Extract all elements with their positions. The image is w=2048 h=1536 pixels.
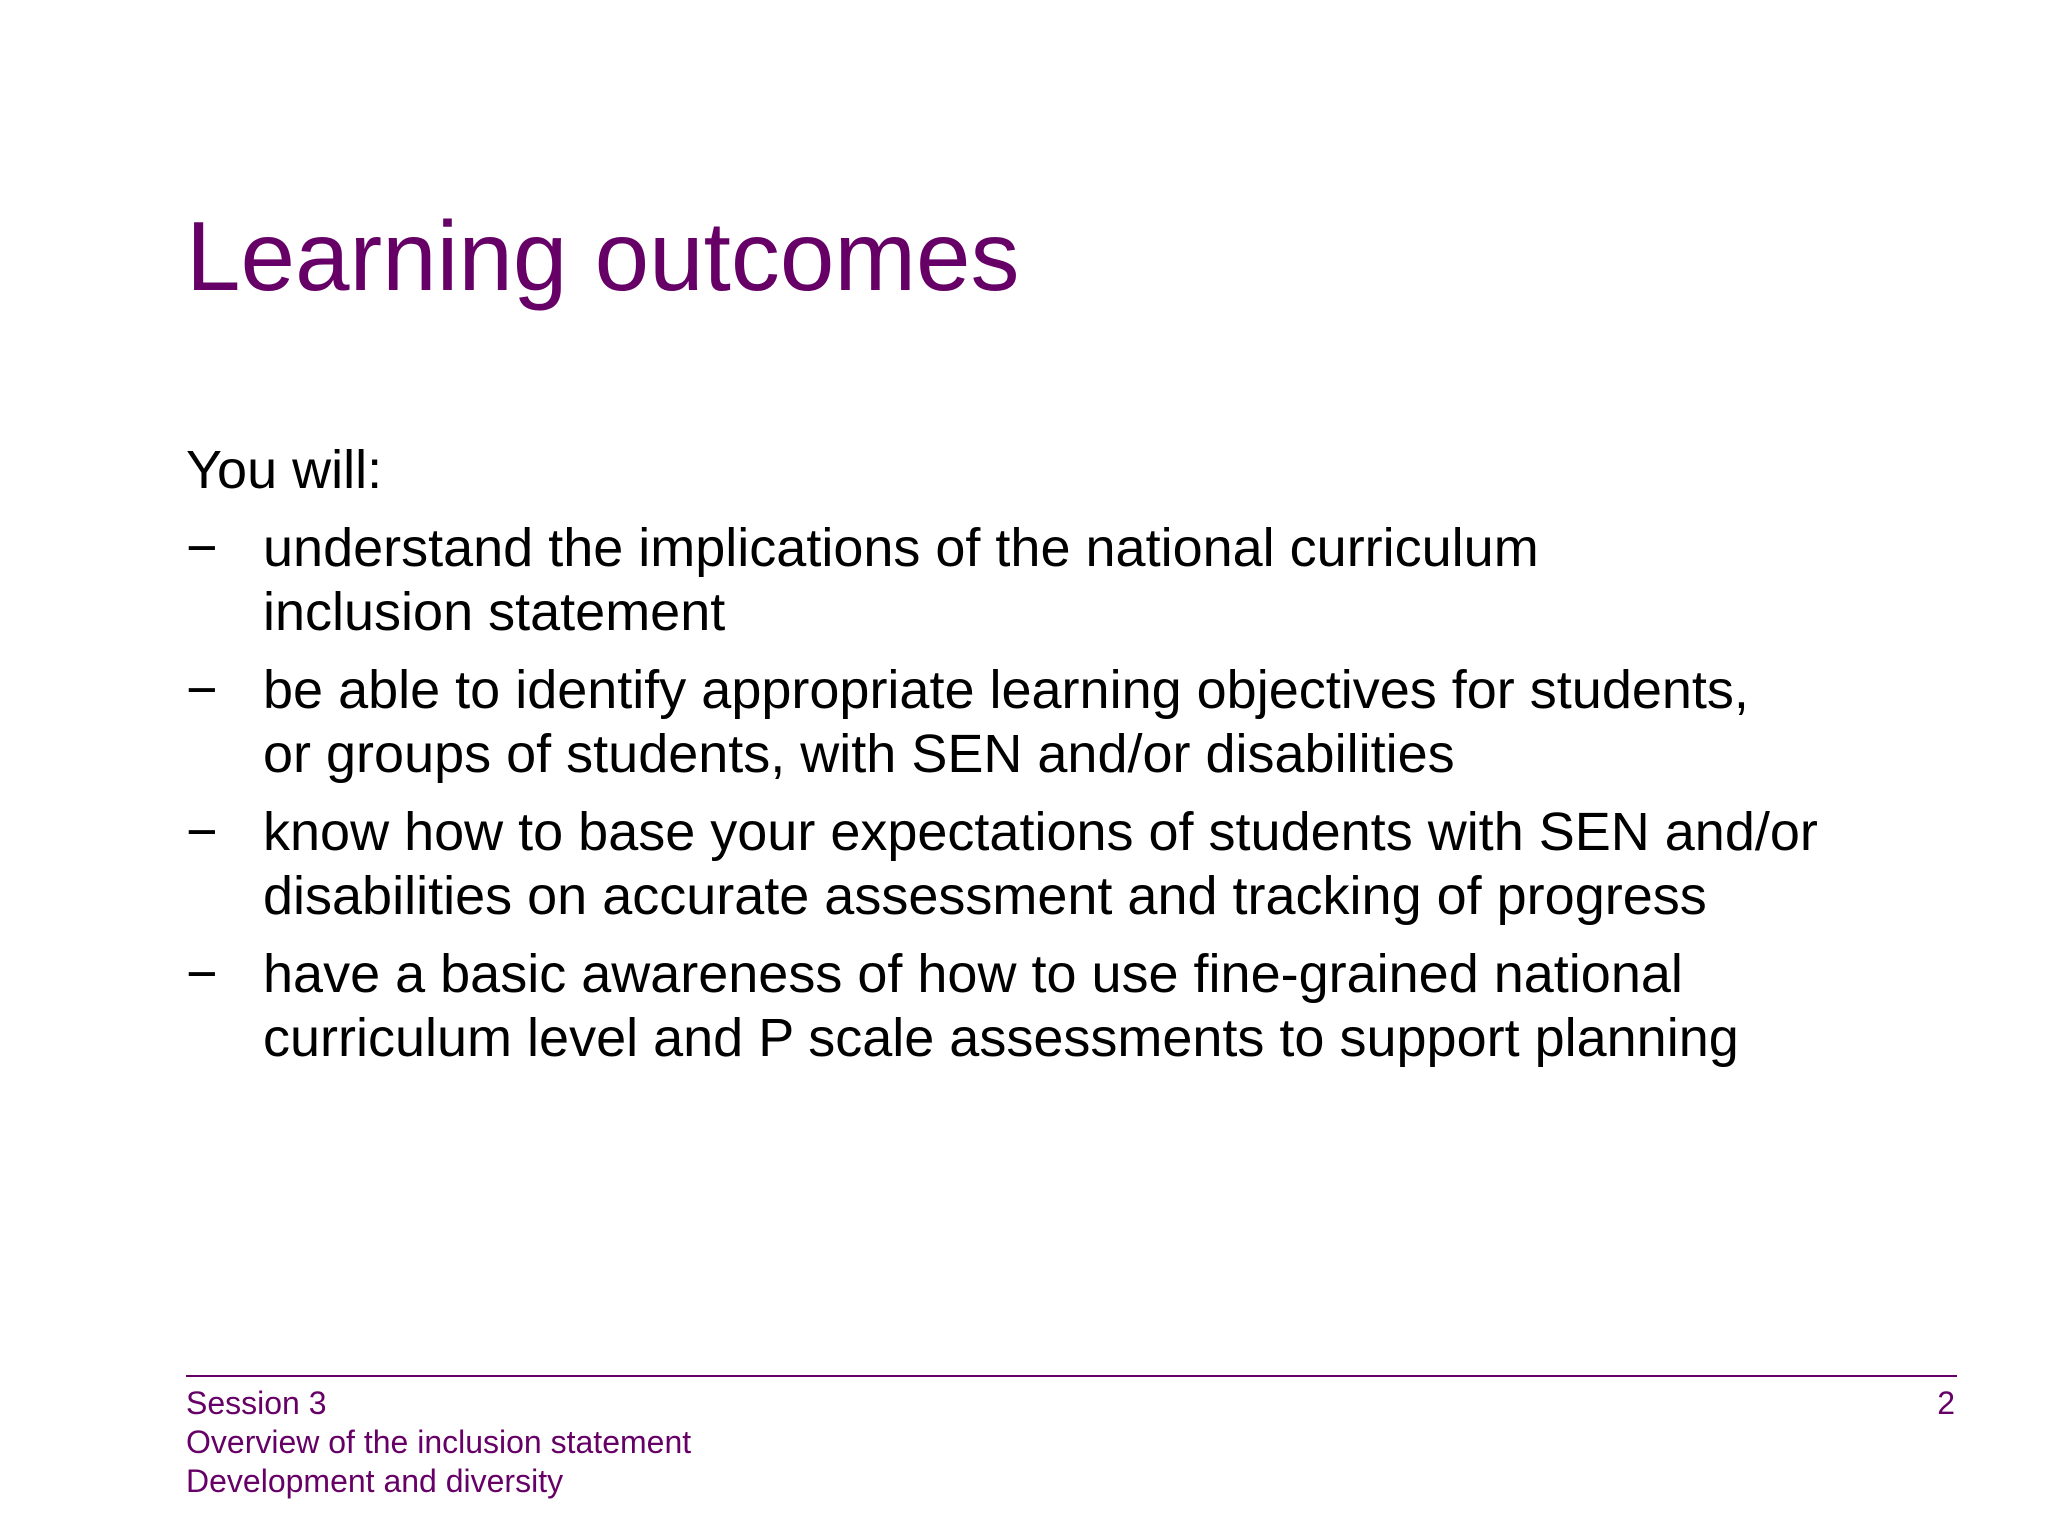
- list-item: [186, 658, 1966, 786]
- dash-bullet: −: [186, 518, 218, 578]
- footer-module: Development and diversity: [186, 1463, 564, 1499]
- intro-text: You will:: [186, 440, 383, 500]
- footer-divider: [186, 1375, 1957, 1377]
- dash-bullet: −: [186, 660, 218, 720]
- dash-bullet: −: [186, 944, 218, 1004]
- outcome-line: curriculum level and P scale assessments to support planning: [263, 1008, 1739, 1068]
- outcome-line: be able to identify appropriate learning objectives for students,: [263, 660, 1749, 720]
- page-number: 2: [1937, 1385, 1955, 1421]
- outcome-line: or groups of students, with SEN and/or disabilities: [263, 724, 1455, 784]
- learning-outcomes-list: [186, 516, 1966, 1070]
- slide-footer: [186, 1384, 691, 1501]
- list-item: [186, 942, 1966, 1070]
- outcome-line: understand the implications of the national curriculum: [263, 518, 1539, 578]
- list-item: [186, 516, 1966, 644]
- footer-session: Session 3: [186, 1385, 327, 1421]
- list-item: [186, 800, 1966, 928]
- slide-title: Learning outcomes: [186, 201, 1020, 311]
- footer-topic: Overview of the inclusion statement: [186, 1424, 692, 1460]
- outcome-line: know how to base your expectations of students with SEN and/or: [263, 802, 1818, 862]
- outcome-line: inclusion statement: [263, 582, 726, 642]
- outcome-line: disabilities on accurate assessment and tracking of progress: [263, 866, 1707, 926]
- dash-bullet: −: [186, 802, 218, 862]
- outcome-line: have a basic awareness of how to use fine-grained national: [263, 944, 1683, 1004]
- slide-body: [186, 438, 1966, 1084]
